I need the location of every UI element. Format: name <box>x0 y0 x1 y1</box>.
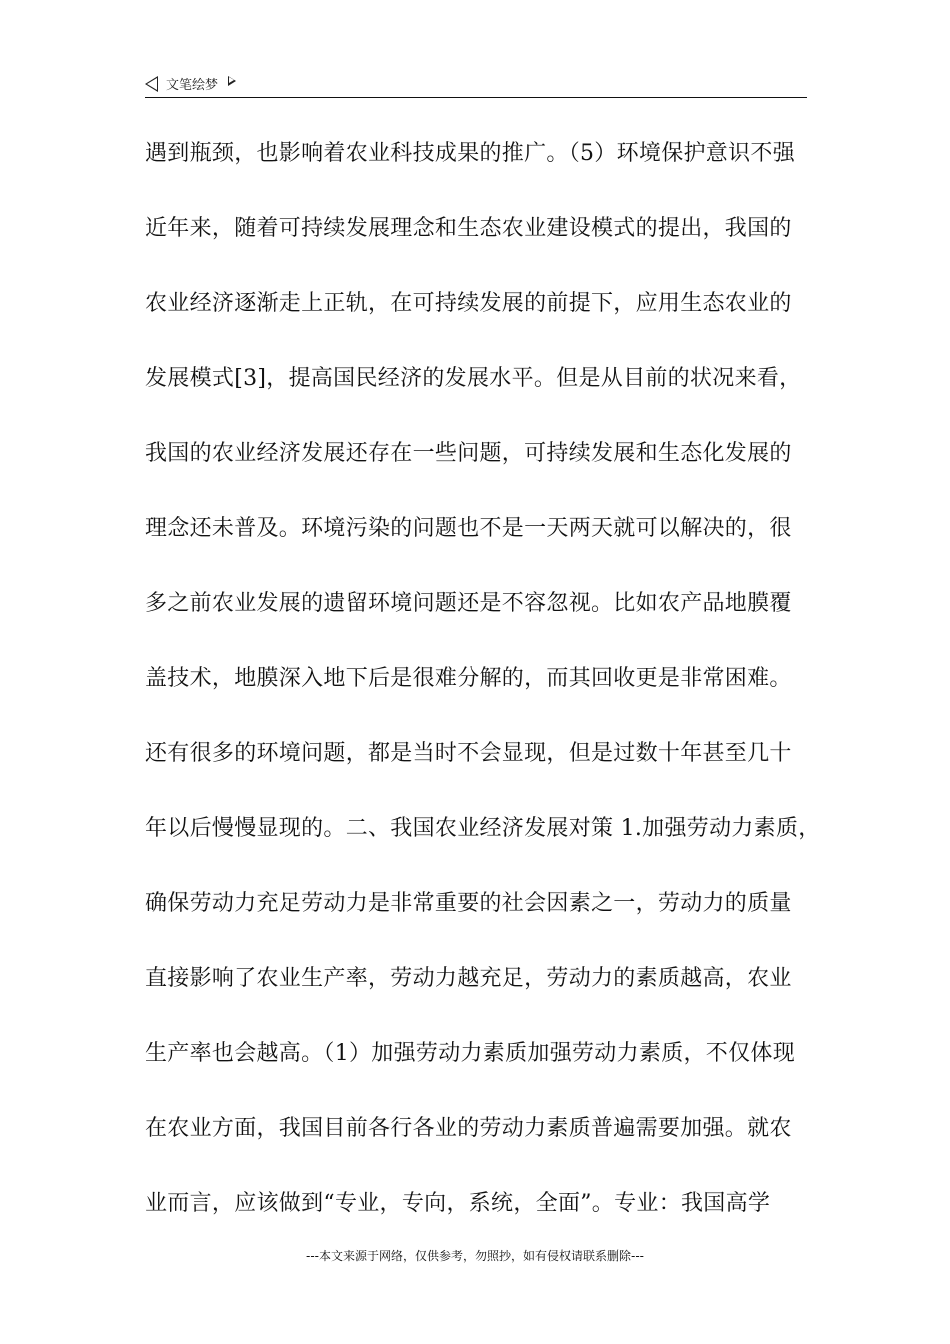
body-line: 直接影响了农业生产率，劳动力越充足，劳动力的素质越高，农业 <box>145 966 792 991</box>
body-line: 盖技术，地膜深入地下后是很难分解的，而其回收更是非常困难。 <box>145 666 792 691</box>
header-brand <box>145 74 236 93</box>
body-line: 确保劳动力充足劳动力是非常重要的社会因素之一，劳动力的质量 <box>145 891 792 916</box>
body-line: 在农业方面，我国目前各行各业的劳动力素质普遍需要加强。就农 <box>145 1116 792 1141</box>
body-line: 我国的农业经济发展还存在一些问题，可持续发展和生态化发展的 <box>145 441 792 466</box>
body-line: 多之前农业发展的遗留环境问题还是不容忽视。比如农产品地膜覆 <box>145 591 792 616</box>
page-header <box>145 68 807 98</box>
triangle-left-icon <box>145 76 158 92</box>
body-line: 发展模式[3]，提高国民经济的发展水平。但是从目前的状况来看， <box>145 366 802 391</box>
document-body <box>145 134 821 1259</box>
body-line: 年以后慢慢显现的。二、我国农业经济发展对策 1.加强劳动力素质， <box>145 816 821 841</box>
footer-notice: ---本文来源于网络，仅供参考，勿照抄，如有侵权请联系删除--- <box>306 1249 644 1263</box>
body-line: 生产率也会越高。（1）加强劳动力素质加强劳动力素质，不仅体现 <box>145 1041 795 1066</box>
body-line: 遇到瓶颈，也影响着农业科技成果的推广。（5）环境保护意识不强 <box>145 141 795 166</box>
triangle-right-icon <box>228 76 236 86</box>
body-line: 农业经济逐渐走上正轨，在可持续发展的前提下，应用生态农业的 <box>145 291 792 316</box>
body-line: 还有很多的环境问题，都是当时不会显现，但是过数十年甚至几十 <box>145 741 792 766</box>
body-line: 理念还未普及。环境污染的问题也不是一天两天就可以解决的，很 <box>145 516 792 541</box>
brand-text: 文笔绘梦 <box>166 78 219 93</box>
body-line: 近年来，随着可持续发展理念和生态农业建设模式的提出，我国的 <box>145 216 792 241</box>
header-rule <box>145 97 807 98</box>
body-line: 业而言，应该做到“专业，专向，系统，全面”。专业：我国高学 <box>145 1191 771 1216</box>
